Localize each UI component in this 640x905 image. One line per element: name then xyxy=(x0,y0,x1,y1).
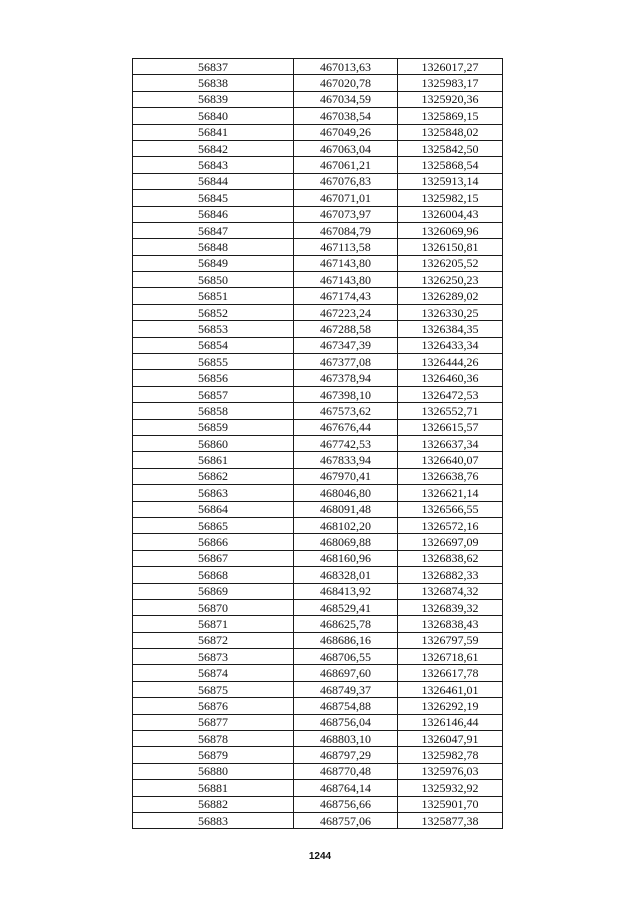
x-coordinate-cell: 468756,04 xyxy=(294,714,398,730)
table-row xyxy=(133,370,503,386)
y-coordinate-cell: 1325976,03 xyxy=(398,763,503,779)
x-coordinate-cell: 468046,80 xyxy=(294,485,398,501)
y-coordinate-cell: 1325982,78 xyxy=(398,747,503,763)
point-id-cell: 56866 xyxy=(133,534,294,550)
y-coordinate-cell: 1326718,61 xyxy=(398,649,503,665)
y-coordinate-cell: 1326384,35 xyxy=(398,321,503,337)
y-coordinate-cell: 1326472,53 xyxy=(398,386,503,402)
x-coordinate-cell: 468803,10 xyxy=(294,731,398,747)
table-row xyxy=(133,255,503,271)
point-id-cell: 56849 xyxy=(133,255,294,271)
y-coordinate-cell: 1326289,02 xyxy=(398,288,503,304)
y-coordinate-cell: 1326250,23 xyxy=(398,272,503,288)
table-row xyxy=(133,517,503,533)
table-row xyxy=(133,698,503,714)
table-row xyxy=(133,354,503,370)
x-coordinate-cell: 468764,14 xyxy=(294,780,398,796)
y-coordinate-cell: 1326552,71 xyxy=(398,403,503,419)
table-row xyxy=(133,288,503,304)
x-coordinate-cell: 467676,44 xyxy=(294,419,398,435)
point-id-cell: 56879 xyxy=(133,747,294,763)
point-id-cell: 56859 xyxy=(133,419,294,435)
y-coordinate-cell: 1326617,78 xyxy=(398,665,503,681)
x-coordinate-cell: 467061,21 xyxy=(294,157,398,173)
point-id-cell: 56868 xyxy=(133,567,294,583)
point-id-cell: 56847 xyxy=(133,222,294,238)
x-coordinate-cell: 467398,10 xyxy=(294,386,398,402)
table-row xyxy=(133,272,503,288)
x-coordinate-cell: 467076,83 xyxy=(294,173,398,189)
table-row xyxy=(133,435,503,451)
y-coordinate-cell: 1326069,96 xyxy=(398,222,503,238)
table-row xyxy=(133,108,503,124)
x-coordinate-cell: 468706,55 xyxy=(294,649,398,665)
table-row xyxy=(133,567,503,583)
coordinates-table-body xyxy=(133,59,503,829)
y-coordinate-cell: 1326882,33 xyxy=(398,567,503,583)
table-row xyxy=(133,75,503,91)
y-coordinate-cell: 1326838,62 xyxy=(398,550,503,566)
table-row xyxy=(133,206,503,222)
table-row xyxy=(133,763,503,779)
point-id-cell: 56881 xyxy=(133,780,294,796)
point-id-cell: 56850 xyxy=(133,272,294,288)
table-row xyxy=(133,583,503,599)
table-row xyxy=(133,714,503,730)
table-row xyxy=(133,59,503,75)
point-id-cell: 56857 xyxy=(133,386,294,402)
x-coordinate-cell: 468625,78 xyxy=(294,616,398,632)
point-id-cell: 56863 xyxy=(133,485,294,501)
point-id-cell: 56880 xyxy=(133,763,294,779)
point-id-cell: 56872 xyxy=(133,632,294,648)
y-coordinate-cell: 1326638,76 xyxy=(398,468,503,484)
point-id-cell: 56871 xyxy=(133,616,294,632)
x-coordinate-cell: 467347,39 xyxy=(294,337,398,353)
table-row xyxy=(133,501,503,517)
table-row xyxy=(133,649,503,665)
y-coordinate-cell: 1326640,07 xyxy=(398,452,503,468)
x-coordinate-cell: 468091,48 xyxy=(294,501,398,517)
table-row xyxy=(133,796,503,812)
point-id-cell: 56845 xyxy=(133,190,294,206)
y-coordinate-cell: 1326637,34 xyxy=(398,435,503,451)
point-id-cell: 56876 xyxy=(133,698,294,714)
x-coordinate-cell: 467742,53 xyxy=(294,435,398,451)
x-coordinate-cell: 467377,08 xyxy=(294,354,398,370)
point-id-cell: 56839 xyxy=(133,91,294,107)
x-coordinate-cell: 468413,92 xyxy=(294,583,398,599)
table-row xyxy=(133,747,503,763)
table-row xyxy=(133,239,503,255)
y-coordinate-cell: 1326444,26 xyxy=(398,354,503,370)
x-coordinate-cell: 468770,48 xyxy=(294,763,398,779)
point-id-cell: 56873 xyxy=(133,649,294,665)
table-row xyxy=(133,304,503,320)
point-id-cell: 56883 xyxy=(133,812,294,828)
table-row xyxy=(133,321,503,337)
y-coordinate-cell: 1326017,27 xyxy=(398,59,503,75)
table-row xyxy=(133,550,503,566)
page-number: 1244 xyxy=(308,851,332,862)
y-coordinate-cell: 1325869,15 xyxy=(398,108,503,124)
point-id-cell: 56865 xyxy=(133,517,294,533)
x-coordinate-cell: 467073,97 xyxy=(294,206,398,222)
x-coordinate-cell: 468757,06 xyxy=(294,812,398,828)
x-coordinate-cell: 468686,16 xyxy=(294,632,398,648)
x-coordinate-cell: 467084,79 xyxy=(294,222,398,238)
y-coordinate-cell: 1326146,44 xyxy=(398,714,503,730)
x-coordinate-cell: 467143,80 xyxy=(294,255,398,271)
x-coordinate-cell: 468749,37 xyxy=(294,681,398,697)
y-coordinate-cell: 1326697,09 xyxy=(398,534,503,550)
table-row xyxy=(133,124,503,140)
point-id-cell: 56838 xyxy=(133,75,294,91)
x-coordinate-cell: 467833,94 xyxy=(294,452,398,468)
point-id-cell: 56844 xyxy=(133,173,294,189)
point-id-cell: 56877 xyxy=(133,714,294,730)
y-coordinate-cell: 1325920,36 xyxy=(398,91,503,107)
coordinates-table xyxy=(132,58,503,829)
x-coordinate-cell: 467143,80 xyxy=(294,272,398,288)
point-id-cell: 56878 xyxy=(133,731,294,747)
point-id-cell: 56852 xyxy=(133,304,294,320)
table-row xyxy=(133,173,503,189)
x-coordinate-cell: 467970,41 xyxy=(294,468,398,484)
table-row xyxy=(133,780,503,796)
table-row xyxy=(133,386,503,402)
y-coordinate-cell: 1326205,52 xyxy=(398,255,503,271)
x-coordinate-cell: 467288,58 xyxy=(294,321,398,337)
table-row xyxy=(133,419,503,435)
point-id-cell: 56862 xyxy=(133,468,294,484)
y-coordinate-cell: 1326461,01 xyxy=(398,681,503,697)
point-id-cell: 56842 xyxy=(133,140,294,156)
y-coordinate-cell: 1325842,50 xyxy=(398,140,503,156)
y-coordinate-cell: 1326839,32 xyxy=(398,599,503,615)
x-coordinate-cell: 468754,88 xyxy=(294,698,398,714)
point-id-cell: 56882 xyxy=(133,796,294,812)
point-id-cell: 56867 xyxy=(133,550,294,566)
y-coordinate-cell: 1326433,34 xyxy=(398,337,503,353)
point-id-cell: 56851 xyxy=(133,288,294,304)
table-row xyxy=(133,403,503,419)
x-coordinate-cell: 468069,88 xyxy=(294,534,398,550)
point-id-cell: 56853 xyxy=(133,321,294,337)
point-id-cell: 56854 xyxy=(133,337,294,353)
table-row xyxy=(133,534,503,550)
point-id-cell: 56860 xyxy=(133,435,294,451)
y-coordinate-cell: 1325868,54 xyxy=(398,157,503,173)
x-coordinate-cell: 467013,63 xyxy=(294,59,398,75)
y-coordinate-cell: 1326330,25 xyxy=(398,304,503,320)
x-coordinate-cell: 467038,54 xyxy=(294,108,398,124)
y-coordinate-cell: 1326838,43 xyxy=(398,616,503,632)
table-row xyxy=(133,812,503,828)
x-coordinate-cell: 467113,58 xyxy=(294,239,398,255)
y-coordinate-cell: 1325913,14 xyxy=(398,173,503,189)
x-coordinate-cell: 467071,01 xyxy=(294,190,398,206)
table-row xyxy=(133,485,503,501)
point-id-cell: 56875 xyxy=(133,681,294,697)
x-coordinate-cell: 468328,01 xyxy=(294,567,398,583)
y-coordinate-cell: 1326150,81 xyxy=(398,239,503,255)
point-id-cell: 56861 xyxy=(133,452,294,468)
y-coordinate-cell: 1326047,91 xyxy=(398,731,503,747)
table-row xyxy=(133,616,503,632)
point-id-cell: 56837 xyxy=(133,59,294,75)
table-row xyxy=(133,91,503,107)
table-row xyxy=(133,599,503,615)
point-id-cell: 56870 xyxy=(133,599,294,615)
point-id-cell: 56848 xyxy=(133,239,294,255)
point-id-cell: 56843 xyxy=(133,157,294,173)
point-id-cell: 56864 xyxy=(133,501,294,517)
point-id-cell: 56874 xyxy=(133,665,294,681)
y-coordinate-cell: 1326797,59 xyxy=(398,632,503,648)
y-coordinate-cell: 1325982,15 xyxy=(398,190,503,206)
point-id-cell: 56855 xyxy=(133,354,294,370)
y-coordinate-cell: 1325877,38 xyxy=(398,812,503,828)
x-coordinate-cell: 467223,24 xyxy=(294,304,398,320)
table-row xyxy=(133,665,503,681)
table-row xyxy=(133,157,503,173)
x-coordinate-cell: 467049,26 xyxy=(294,124,398,140)
x-coordinate-cell: 468160,96 xyxy=(294,550,398,566)
x-coordinate-cell: 468756,66 xyxy=(294,796,398,812)
x-coordinate-cell: 468529,41 xyxy=(294,599,398,615)
x-coordinate-cell: 468102,20 xyxy=(294,517,398,533)
table-row xyxy=(133,632,503,648)
table-row xyxy=(133,731,503,747)
y-coordinate-cell: 1325848,02 xyxy=(398,124,503,140)
table-row xyxy=(133,468,503,484)
table-row xyxy=(133,681,503,697)
y-coordinate-cell: 1326874,32 xyxy=(398,583,503,599)
y-coordinate-cell: 1326292,19 xyxy=(398,698,503,714)
y-coordinate-cell: 1326004,43 xyxy=(398,206,503,222)
x-coordinate-cell: 467573,62 xyxy=(294,403,398,419)
x-coordinate-cell: 467063,04 xyxy=(294,140,398,156)
point-id-cell: 56846 xyxy=(133,206,294,222)
table-row xyxy=(133,452,503,468)
y-coordinate-cell: 1326460,36 xyxy=(398,370,503,386)
x-coordinate-cell: 468697,60 xyxy=(294,665,398,681)
y-coordinate-cell: 1326621,14 xyxy=(398,485,503,501)
x-coordinate-cell: 467034,59 xyxy=(294,91,398,107)
x-coordinate-cell: 467378,94 xyxy=(294,370,398,386)
y-coordinate-cell: 1325901,70 xyxy=(398,796,503,812)
table-row xyxy=(133,337,503,353)
x-coordinate-cell: 467020,78 xyxy=(294,75,398,91)
y-coordinate-cell: 1326615,57 xyxy=(398,419,503,435)
y-coordinate-cell: 1326572,16 xyxy=(398,517,503,533)
y-coordinate-cell: 1325983,17 xyxy=(398,75,503,91)
point-id-cell: 56840 xyxy=(133,108,294,124)
point-id-cell: 56841 xyxy=(133,124,294,140)
point-id-cell: 56856 xyxy=(133,370,294,386)
x-coordinate-cell: 468797,29 xyxy=(294,747,398,763)
table-row xyxy=(133,190,503,206)
point-id-cell: 56869 xyxy=(133,583,294,599)
table-row xyxy=(133,140,503,156)
y-coordinate-cell: 1326566,55 xyxy=(398,501,503,517)
point-id-cell: 56858 xyxy=(133,403,294,419)
y-coordinate-cell: 1325932,92 xyxy=(398,780,503,796)
x-coordinate-cell: 467174,43 xyxy=(294,288,398,304)
table-row xyxy=(133,222,503,238)
